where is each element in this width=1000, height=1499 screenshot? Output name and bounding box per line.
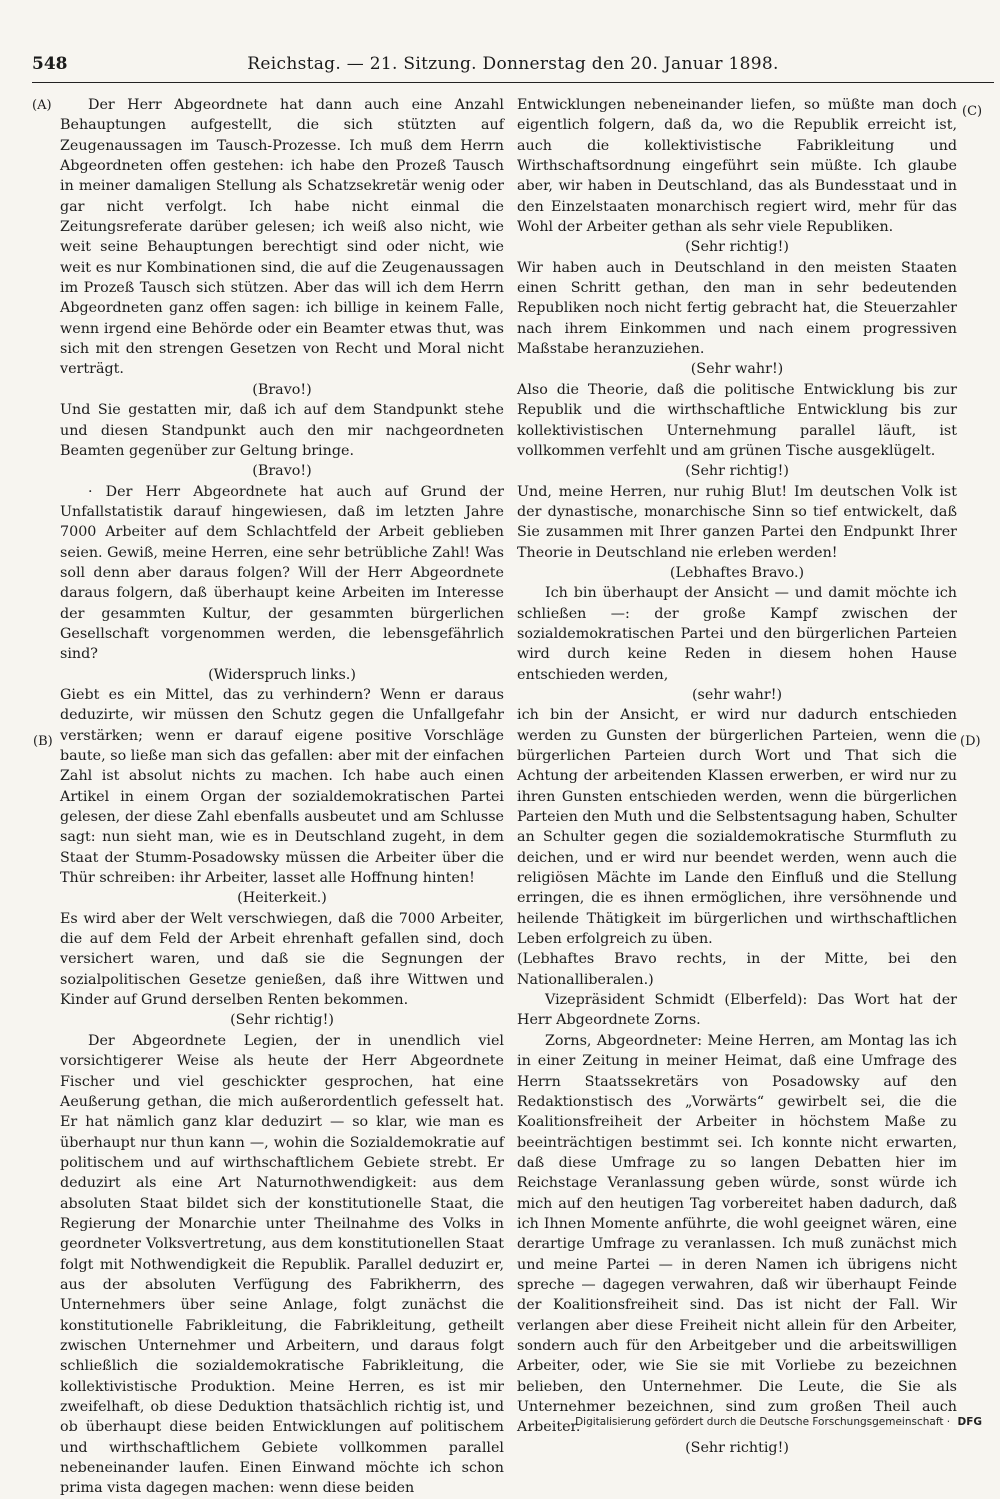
running-head: Reichstag. — 21. Sitzung. Donnerstag den 20. Januar 1898. bbox=[247, 54, 779, 74]
left-column bbox=[60, 95, 505, 1497]
paragraph: · Der Herr Abgeordnete hat auch auf Grund der Unfallstatistik darauf hingewiesen, daß im letzten Jahre 7000 Arbeiter auf dem Schlachtfeld der Arbeit geblieben seien. Gewiß, meine Herren, eine sehr betrübliche Zahl! Was soll denn aber daraus folgen? Will der Herr Abgeordnete daraus folgern, daß überhaupt keine Arbeiten im Interesse der gesammten Kultur, der gesammten bürgerlichen Gesellschaft vorgenommen werden, die lebensgefährlich sind? bbox=[60, 483, 505, 663]
paragraph: ich bin der Ansicht, er wird nur dadurch entschieden werden zu Gunsten der bürgerlichen Parteien, wenn die bürgerlichen Parteien durch Wort und That sich die Achtung der arbeitenden Klassen erwerben, er wird nur zu ihren Gunsten entschieden werden, wenn die bürgerlichen Parteien den Muth und die Selbstentsagung haben, Schulter an Schulter gegen die sozialdemokratische Sturmfluth zu deichen, und er wird nur beendet werden, wenn auch die religiösen Mächte im Lande den Einfluß und die Stellung erringen, die es ihnen ermöglichen, ihre versöhnende und heilende Thätigkeit im bürgerlichen und wirthschaftlichen Leben erfolgreich zu üben. bbox=[517, 707, 957, 948]
interjection: (Heiterkeit.) bbox=[237, 890, 327, 907]
paragraph: Und Sie gestatten mir, daß ich auf dem Standpunkt stehe und diesen Standpunkt auch den mir nachgeordneten Beamten gegenüber zur Geltung bringe. bbox=[60, 402, 504, 459]
paragraph: Es wird aber der Welt verschwiegen, daß die 7000 Arbeiter, die auf dem Feld der Arbeit ehrenhaft gefallen sind, doch versichert waren, und daß sie die Segnungen der sozialpolitischen Gesetze genießen, daß ihre Wittwen und Kinder auf Grund derselben Renten bekommen. bbox=[60, 910, 504, 1009]
margin-mark-b: (B) bbox=[33, 734, 53, 749]
interjection: (Lebhaftes Bravo.) bbox=[669, 564, 805, 581]
interjection: (Widerspruch links.) bbox=[208, 666, 356, 683]
dfg-logo: DFG bbox=[957, 1416, 982, 1428]
paragraph: Und, meine Herren, nur ruhig Blut! Im deutschen Volk ist der dynastische, monarchische Sinn so tief entwickelt, daß Sie zusammen mit Ihrer ganzen Partei den Endpunkt Ihrer Theorie in Deutschland nie erleben werden! bbox=[517, 483, 957, 561]
footer-credit bbox=[575, 1416, 982, 1428]
paragraph: (Lebhaftes Bravo rechts, in der Mitte, bei den Nationalliberalen.) bbox=[517, 951, 957, 988]
interjection: (sehr wahr!) bbox=[691, 686, 783, 703]
paragraph: Giebt es ein Mittel, das zu verhindern? Wenn er daraus deduzirte, wir müssen den Schutz gegen die Unfallgefahr verstärken; wenn er darauf eigene positive Vorschläge baute, so ließe man sich das gefallen: aber mit der einfachen Zahl ist absolut nichts zu machen. Ich habe auch einen Artikel in einem Organ der sozialdemokratischen Partei gelesen, der diese Zahl ebenfalls ausbeutet und am Schlusse sagt: nun sieht man, wie es in Deutschland zugeht, in dem Staat der Stumm-Posadowsky müssen die Arbeiter über die Thür schreiben: ihr Arbeiter, lasset alle Hoffnung hinten! bbox=[60, 686, 504, 887]
paragraph: Zorns, Abgeordneter: Meine Herren, am Montag las ich in einer Zeitung in meiner Heimat, daß eine Umfrage des Herrn Staatssekretärs von Posadowsky auf den Redaktionstisch des „Vorwärts“ gewirbelt sei, die die Koalitionsfreiheit der Arbeiter in höchstem Maße zu beeinträchtigen bestimmt sei. Ich konnte nicht erwarten, daß diese Umfrage zu so langen Debatten hier im Reichstage Veranlassung geben würde, sonst würde ich mich auf den heutigen Tag vorbereitet haben dadurch, daß ich Ihnen Momente anführte, die wohl geeignet wären, eine derartige Umfrage zu veranlassen. Ich muß zunächst mich und meine Partei — in deren Namen ich übrigens nicht spreche — dagegen verwahren, daß wir überhaupt Feinde der Koalitionsfreiheit sind. Das ist nicht der Fall. Wir verlangen aber diese Freiheit nicht allein für den Arbeiter, sondern auch für den Arbeitgeber und die arbeitswilligen Arbeiter, oder, wie Sie sie mit Vorliebe zu bezeichnen belieben, den Unternehmer. Die Leute, die Sie als Unternehmer bezeichnen, sind zum großen Theil auch Arbeiter. bbox=[517, 1032, 957, 1436]
interjection: (Sehr richtig!) bbox=[685, 1439, 789, 1456]
paragraph: Wir haben auch in Deutschland in den meisten Staaten einen Schritt gethan, den man in sehr bedeutenden Republiken noch nicht fertig gebracht hat, die Steuerzahler nach ihrem Einkommen und nach einem progressiven Maßstabe heranzuziehen. bbox=[517, 259, 957, 358]
paragraph: Vizepräsident Schmidt (Elberfeld): Das Wort hat der Herr Abgeordnete Zorns. bbox=[517, 992, 957, 1029]
margin-mark-c: (C) bbox=[962, 104, 983, 119]
page-number: 548 bbox=[32, 54, 68, 74]
interjection: (Bravo!) bbox=[252, 463, 312, 480]
paragraph: Ich bin überhaupt der Ansicht — und damit möchte ich schließen —: der große Kampf zwischen der sozialdemokratischen Partei und den bürgerlichen Parteien wird durch keine Reden in diesem hohen Hause entschieden werden, bbox=[517, 585, 957, 683]
footer-credit-text: Digitalisierung gefördert durch die Deutsche Forschungsgemeinschaft · bbox=[575, 1416, 951, 1428]
interjection: (Sehr richtig!) bbox=[230, 1012, 334, 1029]
header-rule bbox=[32, 82, 994, 83]
paragraph: Entwicklungen nebeneinander liefen, so müßte man doch eigentlich folgern, daß da, wo die Republik erreicht ist, auch die kollektivistische Fabrikleitung und Wirthschaftsordnung eingeführt sein müßte. Ich glaube aber, wir haben in Deutschland, das als Bundesstaat und in den Einzelstaaten monarchisch regiert wird, mehr für das Wohl der Arbeiter gethan als sehr viele Republiken. bbox=[517, 97, 957, 236]
paragraph: Der Herr Abgeordnete hat dann auch eine Anzahl Behauptungen aufgestellt, die sich stützten auf Zeugenaussagen im Tausch-Prozesse. Ich muß dem Herrn Abgeordneten offen gestehen: ich habe den Prozeß Tausch in meiner damaligen Stellung als Schatzsekretär wenig oder gar nicht verfolgt. Ich habe nicht einmal die Zeitungsreferate darüber gelesen; ich weiß also nicht, wie weit seine Behauptungen berechtigt sind oder nicht, wie weit es nur Kombinationen sind, die auf die Zeugenaussagen im Prozeß Tausch sich stützen. Aber das will ich dem Herrn Abgeordneten ganz offen sagen: ich billige in keinem Falle, wenn irgend eine Behörde oder ein Beamter etwas thut, was sich mit den strengen Gesetzen von Recht und Moral nicht verträgt. bbox=[60, 97, 504, 378]
paragraph: Der Abgeordnete Legien, der in unendlich viel vorsichtigerer Weise als heute der Herr Abgeordnete Fischer und viel geschickter gesprochen, hat eine Aeußerung gethan, die mich außerordentlich gefesselt hat. Er hat nämlich ganz klar deduzirt — so klar, wie man es überhaupt nur thun kann —, wohin die Sozialdemokratie auf politischem und auf wirthschaftlichem Gebiete strebt. Er deduzirt als eine Art Naturnothwendigkeit: aus dem absoluten Staat bildet sich der konstitutionelle Staat, die Regierung der Monarchie unter Theilnahme des Volks in geordneter Volksvertretung, aus dem konstitutionellen Staat folgt mit Nothwendigkeit die Republik. Parallel deduzirt er, aus der absoluten Verfügung des Fabrikherrn, des Unternehmers über seine Anlage, folgt zunächst die konstitutionelle Fabrikleitung, die Fabrikleitung, getheilt zwischen Unternehmer und Arbeitern, und daraus folgt schließlich die sozialdemokratische Fabrikleitung, die kollektivistische Produktion. Meine Herren, es ist mir zweifelhaft, ob diese Deduktion thatsächlich richtig ist, und ob überhaupt diese beiden Entwicklungen auf politischem und wirthschaftlichem Gebiete vollkommen parallel nebeneinander laufen. Einen Einwand möchte ich schon prima vista dagegen machen: wenn diese beiden bbox=[60, 1032, 504, 1497]
interjection: (Sehr richtig!) bbox=[685, 239, 789, 256]
margin-mark-d: (D) bbox=[960, 734, 981, 749]
interjection: (Sehr richtig!) bbox=[685, 463, 789, 480]
paragraph: Also die Theorie, daß die politische Entwicklung bis zur Republik und die wirthschaftliche Entwicklung bis zur kollektivistischen Unternehmung parallel läuft, ist vollkommen verfehlt und am grünen Tische ausgeklügelt. bbox=[517, 381, 957, 459]
interjection: (Bravo!) bbox=[252, 381, 312, 398]
margin-mark-a: (A) bbox=[32, 98, 52, 113]
page-header bbox=[32, 50, 994, 78]
interjection: (Sehr wahr!) bbox=[690, 361, 784, 378]
